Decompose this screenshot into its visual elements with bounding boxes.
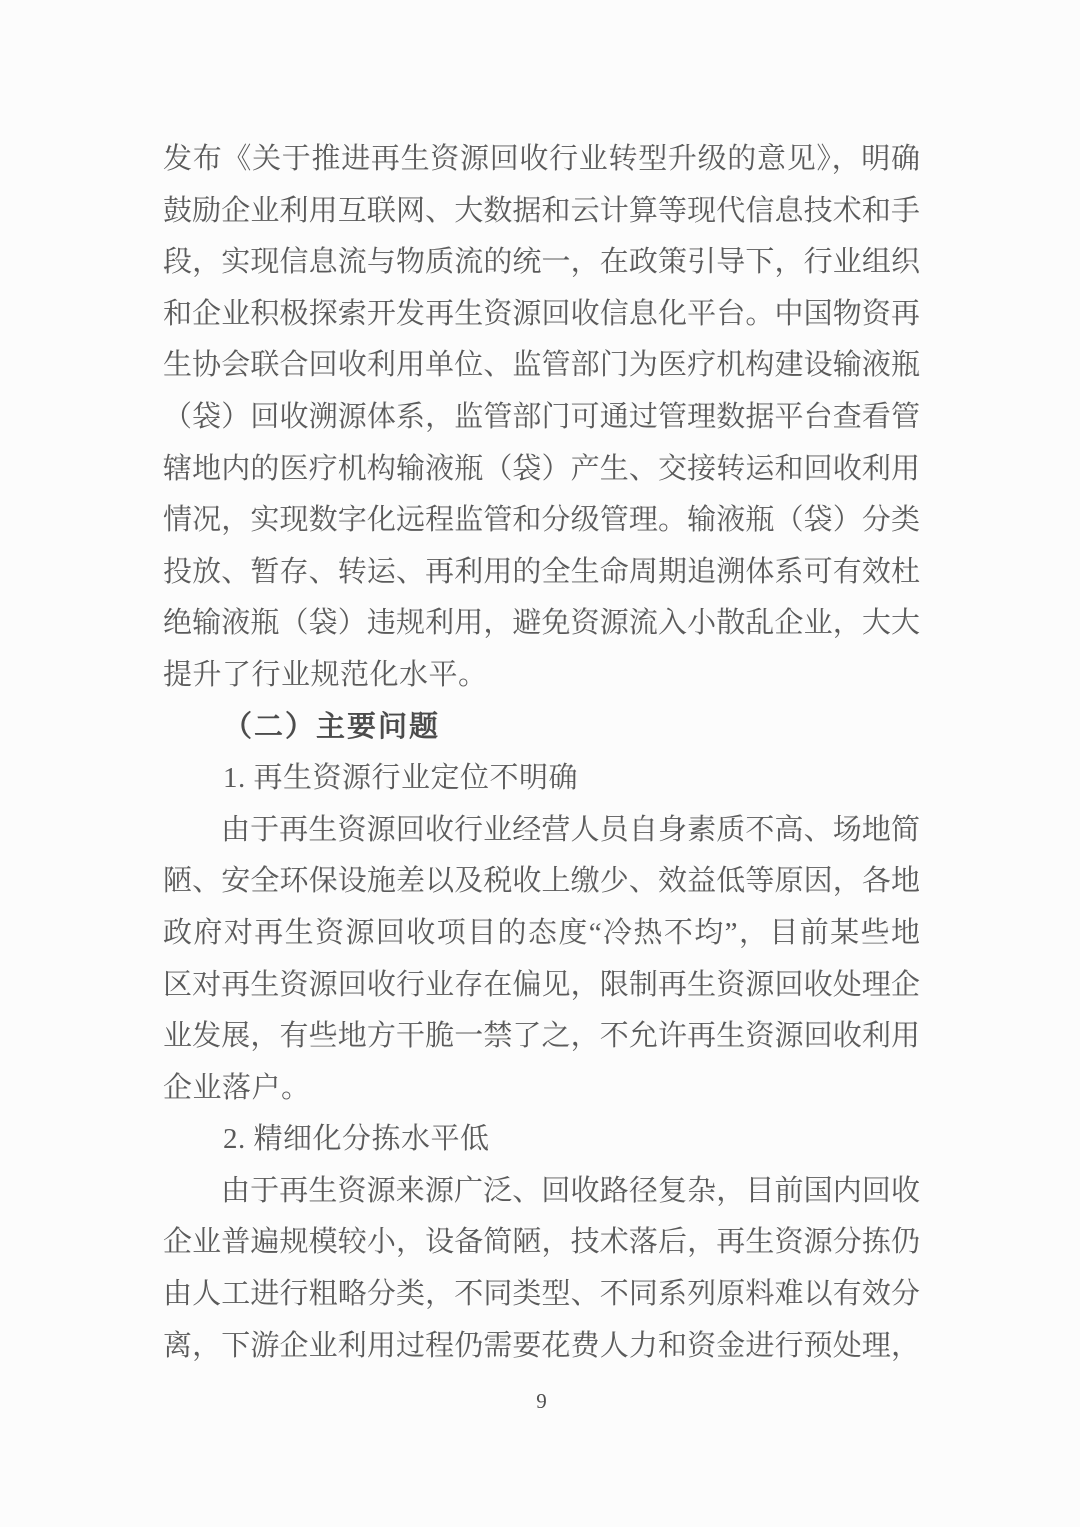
body-line: 由人工进行粗略分类，不同类型、不同系列原料难以有效分 [163, 1278, 920, 1311]
body-line: 区对再生资源回收行业存在偏见，限制再生资源回收处理企 [163, 968, 920, 1001]
body-line: 离，下游企业利用过程仍需要花费人力和资金进行预处理， [163, 1329, 920, 1362]
subsection-heading: 1. 再生资源行业定位不明确 [223, 762, 579, 795]
body-line: 辖地内的医疗机构输液瓶（袋）产生、交接转运和回收利用 [163, 452, 920, 485]
body-line: 政府对再生资源回收项目的态度“冷热不均”，目前某些地 [163, 916, 920, 949]
body-line: 陋、安全环保设施差以及税收上缴少、效益低等原因，各地 [163, 865, 920, 898]
subsection-heading: 2. 精细化分拣水平低 [223, 1123, 490, 1156]
body-line: 生协会联合回收利用单位、监管部门为医疗机构建设输液瓶 [163, 349, 920, 382]
page-number: 9 [536, 1389, 547, 1413]
body-line: （袋）回收溯源体系，监管部门可通过管理数据平台查看管 [163, 400, 920, 433]
body-line: 绝输液瓶（袋）违规利用，避免资源流入小散乱企业，大大 [163, 607, 920, 640]
section-heading: （二）主要问题 [223, 710, 441, 743]
body-line: 业发展，有些地方干脆一禁了之，不允许再生资源回收利用 [163, 1020, 920, 1053]
body-line: 企业落户。 [163, 1071, 311, 1104]
body-line: 由于再生资源回收行业经营人员自身素质不高、场地简 [221, 813, 920, 846]
body-line: 情况，实现数字化远程监管和分级管理。输液瓶（袋）分类 [163, 504, 920, 537]
body-line: 提升了行业规范化水平。 [163, 658, 488, 691]
body-line: 段，实现信息流与物质流的统一，在政策引导下，行业组织 [163, 246, 920, 279]
body-line: 企业普遍规模较小，设备简陋，技术落后，再生资源分拣仍 [163, 1226, 920, 1259]
body-line: 和企业积极探索开发再生资源回收信息化平台。中国物资再 [163, 297, 920, 330]
body-line: 投放、暂存、转运、再利用的全生命周期追溯体系可有效杜 [163, 555, 920, 588]
body-line: 由于再生资源来源广泛、回收路径复杂，目前国内回收 [221, 1174, 920, 1207]
body-line: 鼓励企业利用互联网、大数据和云计算等现代信息技术和手 [163, 194, 920, 227]
text-block [163, 134, 920, 1372]
body-line: 发布《关于推进再生资源回收行业转型升级的意见》，明确 [163, 143, 920, 175]
